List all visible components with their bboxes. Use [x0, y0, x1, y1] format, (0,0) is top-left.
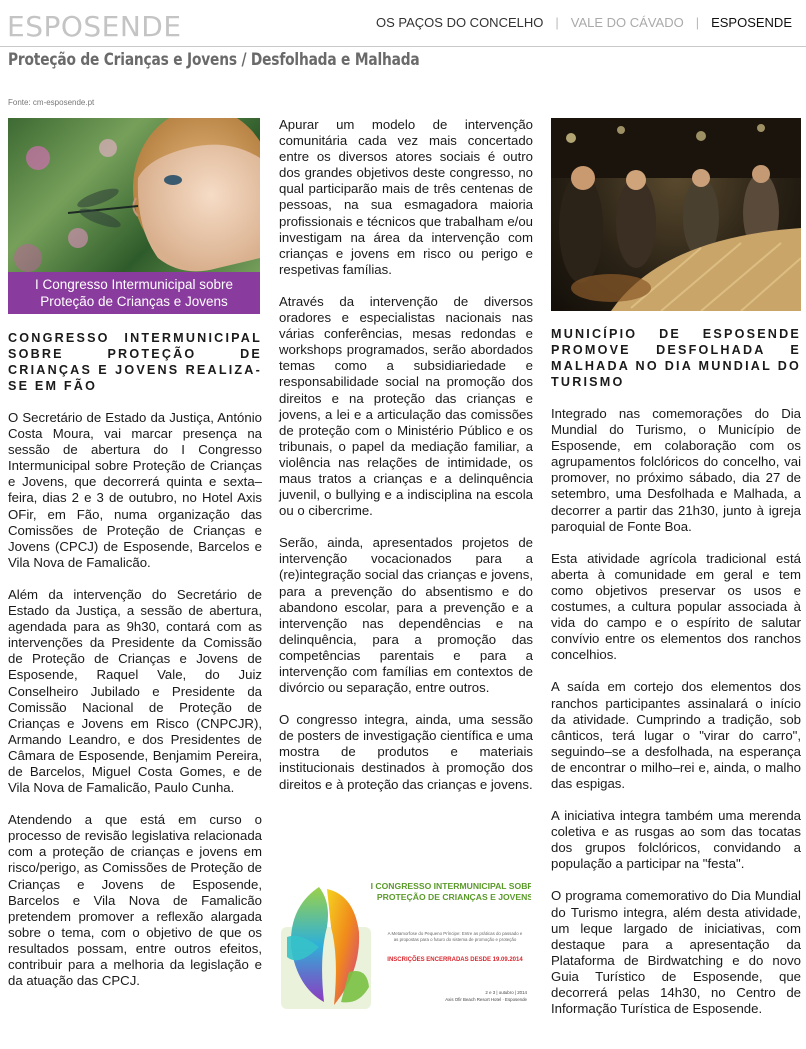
poster-venue: Axis Ofir Beach Resort Hotel · Esposende	[445, 997, 527, 1002]
article2-paragraph: O congresso integra, ainda, uma sessão de posters de investigação científica e uma mostra de produtos e materiais institucionais destinados à promoção dos direitos e à proteção das crianças e jovens.	[279, 712, 533, 792]
photo-caption	[8, 272, 260, 314]
photo-caption-line: Proteção de Crianças e Jovens	[40, 294, 228, 309]
poster-title-line: PROTEÇÃO DE CRIANÇAS E JOVENS	[376, 892, 531, 902]
nav-item-pacos[interactable]: OS PAÇOS DO CONCELHO	[376, 15, 544, 30]
source-credit: Fonte: cm-esposende.pt	[8, 98, 95, 107]
brand-title: ESPOSENDE	[7, 10, 182, 43]
article3-paragraph: A iniciativa integra também uma merenda coletiva e as rusgas ao som das tocatas dos grupos folclóricos, convidando a população a participar na "festa".	[551, 808, 801, 872]
article1-paragraph: Atendendo a que está em curso o processo de revisão legislativa relacionada com a proteção de crianças e jovens em risco/perigo, as Comissões de Proteção de Crianças e Jovens de Esposende, Barcelos e Vila Nova de Famalicão pretendem promover a reflexão alargada sobre o tema, com o objetivo de que os resultados possam, entre outros efeitos, contribuir para a melhoria da legislação e da atuação das CPCJ.	[8, 812, 262, 989]
article-column-2	[279, 117, 533, 809]
photo-caption-line: I Congresso Intermunicipal sobre	[34, 277, 234, 292]
corn-husking-image	[551, 118, 801, 311]
nav-item-vale[interactable]: VALE DO CÁVADO	[570, 15, 684, 30]
article2-paragraph: Através da intervenção de diversos oradores e especialistas nacionais nas várias conferências, mesas redondas e workshops programados, serão abordados temas como a subsidiariedade e responsabilidade social na promoção dos direitos e na proteção das crianças e jovens, a lei e a articulação das comissões de proteção com o Ministério Público e os tribunais, o papel da mediação familiar, a violência nas relações de intimidade, os maus tratos a crianças e a delinquência juvenil, o bullying e a indisciplina na escola ou o cibercrime.	[279, 293, 533, 519]
article-column-1	[8, 330, 262, 1005]
poster-graphic	[279, 877, 531, 1012]
poster-title-line: I CONGRESSO INTERMUNICIPAL SOBRE	[370, 881, 531, 891]
nav-separator: |	[695, 15, 700, 30]
article1-paragraph: O Secretário de Estado da Justiça, António Costa Moura, vai marcar presença na sessão de abertura do I Congresso Intermunicipal sobre Proteção de Crianças e Jovens, que decorrerá quinta e sexta–feira, dias 2 e 3 de outubro, no Hotel Axis OFir, em Fão, numa organização das Comissões de Proteção de Crianças e Jovens (CPCJ) de Esposende, Barcelos e Vila Nova de Famalicão.	[8, 410, 262, 570]
article2-paragraph: Apurar um modelo de intervenção comunitária cada vez mais concertado entre os diversos atores sociais é outro dos grandes objetivos deste congresso, no qual participarão mais de três centenas de pessoas, na sua esmagadora maioria profissionais e técnicos que trabalham e/ou investigam na área da intervenção com crianças e jovens em risco ou perigo e respetivas famílias.	[279, 117, 533, 277]
article-column-3	[551, 326, 801, 1033]
article3-paragraph: O programa comemorativo do Dia Mundial do Turismo integra, além desta atividade, um leque largado de iniciativas, com destaque para a apresentação da Plataforma de Birdwatching e do novo Guia Turístico de Esposende, que decorrerá pelas 14h30, no Centro de Informação Turística de Esposende.	[551, 888, 801, 1017]
top-bar	[0, 0, 806, 47]
poster-date: 2 e 3 | outubro | 2014	[485, 990, 527, 995]
article3-paragraph: Integrado nas comemorações do Dia Mundial do Turismo, o Município de Esposende, em colaboração com os agrupamentos folclóricos do concelho, vai promover, no próximo sábado, dia 27 de setembro, uma Desfolhada e Malhada, a decorrer a partir das 21h30, junto à igreja paroquial de Fonte Boa.	[551, 406, 801, 534]
top-nav	[376, 15, 792, 31]
article3-paragraph: Esta atividade agrícola tradicional está aberta à comunidade em geral e tem como objetivos preservar os usos e costumes, a cultura popular associada à vida do campo e o espírito de salutar convívio entre os elementos dos ranchos concelhios.	[551, 550, 801, 663]
congress-poster	[279, 877, 531, 1012]
desfolhada-photo	[551, 118, 801, 311]
nav-item-esposende[interactable]: ESPOSENDE	[711, 15, 792, 30]
article3-paragraph: A saída em cortejo dos elementos dos ranchos participantes assinalará o início da atividade. Cumprindo a tradição, sob cânticos, terá lugar o "virar do carro", seguindo–se a desfolhada, na esperança de encontrar o milho–rei e, ainda, o malho das espigas.	[551, 679, 801, 791]
article3-heading: MUNICÍPIO DE ESPOSENDE PROMOVE DESFOLHADA E MALHADA NO DIA MUNDIAL DO TURISMO	[551, 327, 801, 389]
page-headline: Proteção de Crianças e Jovens / Desfolhada e Malhada	[8, 50, 420, 70]
article1-paragraph: Além da intervenção do Secretário de Estado da Justiça, a sessão de abertura, agendada para as 9h30, contará com as intervenções da Presidente da Comissão de Proteção de Crianças e Jovens de Esposende, Raquel Vale, do Juiz Conselheiro Jubilado e Presidente da Comissão Nacional de Proteção de Crianças e Jovens em Risco (CNPCJR), Armando Leandro, e dos Presidentes de Câmara de Esposende, Benjamim Pereira, de Barcelos, Miguel Costa Gomes, e de Vila Nova de Famalicão, Paulo Cunha.	[8, 586, 262, 796]
poster-registration-closed: INSCRIÇÕES ENCERRADAS DESDE 19.09.2014	[387, 957, 523, 963]
poster-subtitle-line: as propostas para o futuro do sistema de promoção e proteção	[393, 937, 517, 942]
congress-photo	[8, 118, 260, 314]
nav-separator: |	[555, 15, 559, 30]
article2-paragraph: Serão, ainda, apresentados projetos de intervenção vocacionados para a (re)integração social das crianças e jovens, para a prevenção do absentismo e do abandono escolar, para a prevenção e a intervenção nas dependências e na delinquência, para a promoção das competências parentais e para a intervenção com famílias em contextos de divórcio ou separação, entre outros.	[279, 535, 533, 696]
article1-heading: CONGRESSO INTERMUNICIPAL SOBRE PROTEÇÃO DE CRIANÇAS E JOVENS REALIZA-SE EM FÃO	[8, 331, 262, 393]
poster-subtitle-line: A Metamorfose do Pequeno Príncipe: Entre as práticas do passado e	[387, 931, 523, 936]
